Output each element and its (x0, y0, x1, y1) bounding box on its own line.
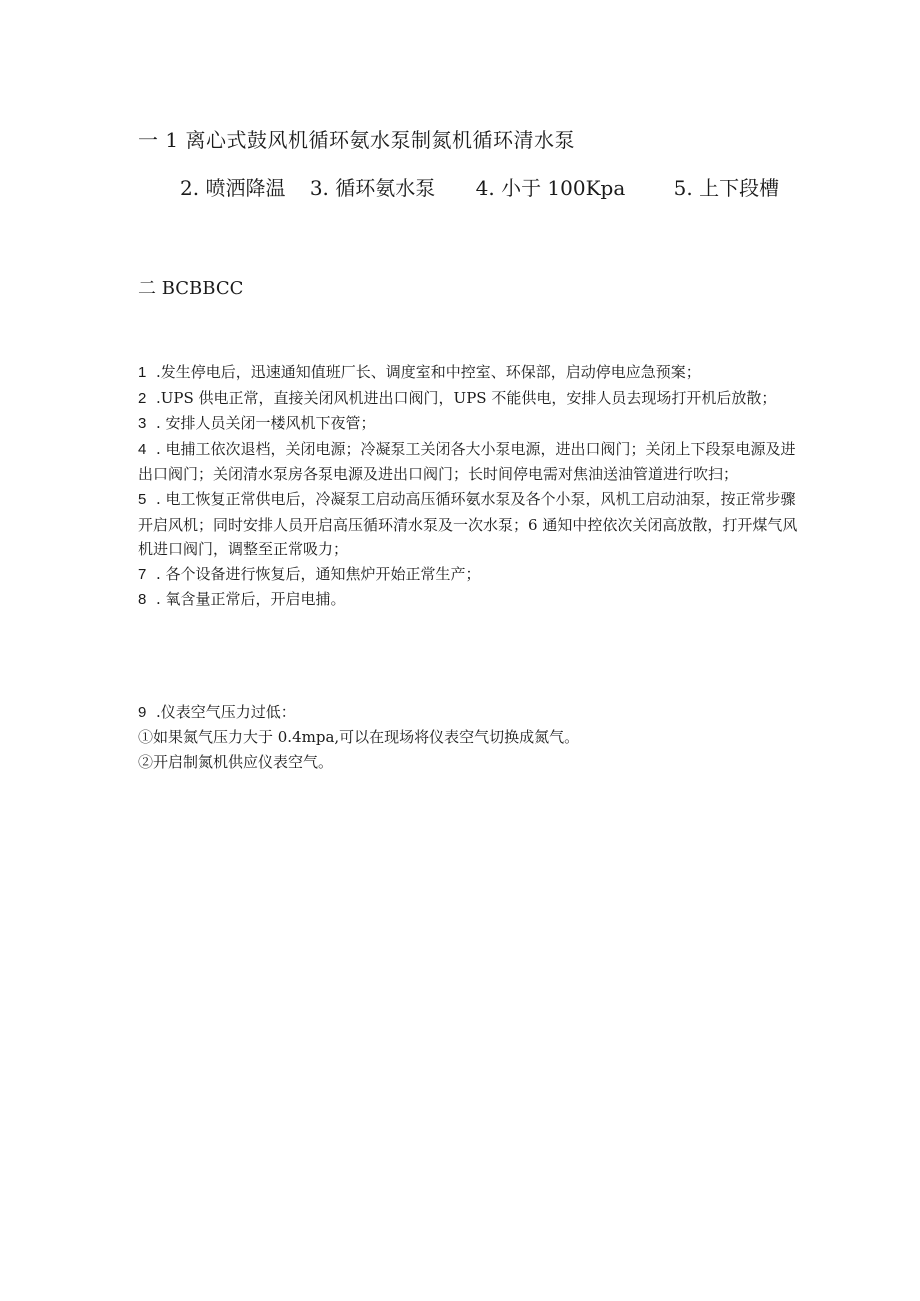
answer-4: 4. 小于 100Kpa (475, 176, 626, 200)
section1-title-line: 一 1 离心式鼓风机循环氨水泵制氮机循环清水泵 (138, 128, 575, 152)
section4-line-2: ②开启制氮机供应仪表空气。 (138, 753, 334, 771)
item-text: . 电工恢复正常供电后，冷凝泵工启动高压循环氨水泵及各个小泵，风机工启动油泵，按正常步骤开启风机；同时安排人员开启高压循环清水泵及一次水泵；6 通知中控依次关闭高放散，打开煤气风机进口阀门，调整至正常吸力； (138, 489, 798, 559)
item-text: . 氧含量正常后，开启电捕。 (156, 590, 346, 609)
list-item (138, 562, 798, 588)
answer-2: 2. 喷洒降温 (180, 176, 286, 200)
section1-answers-line (180, 172, 779, 201)
item-text: .发生停电后，迅速通知值班厂长、调度室和中控室、环保部，启动停电应急预案； (156, 363, 701, 381)
list-item (138, 487, 798, 562)
section2-answers: 二 BCBBCC (138, 278, 244, 299)
item-text: .仪表空气压力过低： (156, 703, 296, 721)
list-item (138, 386, 798, 412)
item-number: 7 (138, 565, 147, 583)
item-text: . 安排人员关闭一楼风机下夜管； (156, 414, 376, 433)
list-item (138, 587, 798, 613)
item-text: .UPS 供电正常，直接关闭风机进出口阀门，UPS 不能供电，安排人员去现场打开机后放散； (156, 388, 777, 407)
list-item (138, 411, 798, 437)
item-number: 4 (138, 440, 147, 458)
section4-heading (138, 700, 798, 725)
item-number: 3 (138, 415, 147, 433)
list-item (138, 360, 798, 386)
answer-5: 5. 上下段槽 (673, 176, 780, 200)
item-number: 9 (138, 704, 147, 721)
item-text: . 电捕工依次退档，关闭电源；冷凝泵工关闭各大小泵电源，进出口阀门；关闭上下段泵电源及进出口阀门；关闭清水泵房各泵电源及进出口阀门；长时间停电需对焦油送油管道进行吹扫； (138, 439, 796, 484)
item-number: 8 (138, 591, 147, 609)
section4-line-1: ①如果氮气压力大于 0.4mpa,可以在现场将仪表空气切换成氮气。 (138, 728, 580, 746)
section4-block (138, 700, 798, 775)
item-number: 1 (138, 364, 147, 381)
item-number: 5 (138, 490, 147, 508)
answer-3: 3. 循环氨水泵 (309, 176, 436, 200)
item-number: 2 (138, 389, 147, 407)
list-item (138, 437, 798, 487)
item-text: . 各个设备进行恢复后，通知焦炉开始正常生产； (156, 564, 481, 583)
section3-list (138, 360, 798, 613)
